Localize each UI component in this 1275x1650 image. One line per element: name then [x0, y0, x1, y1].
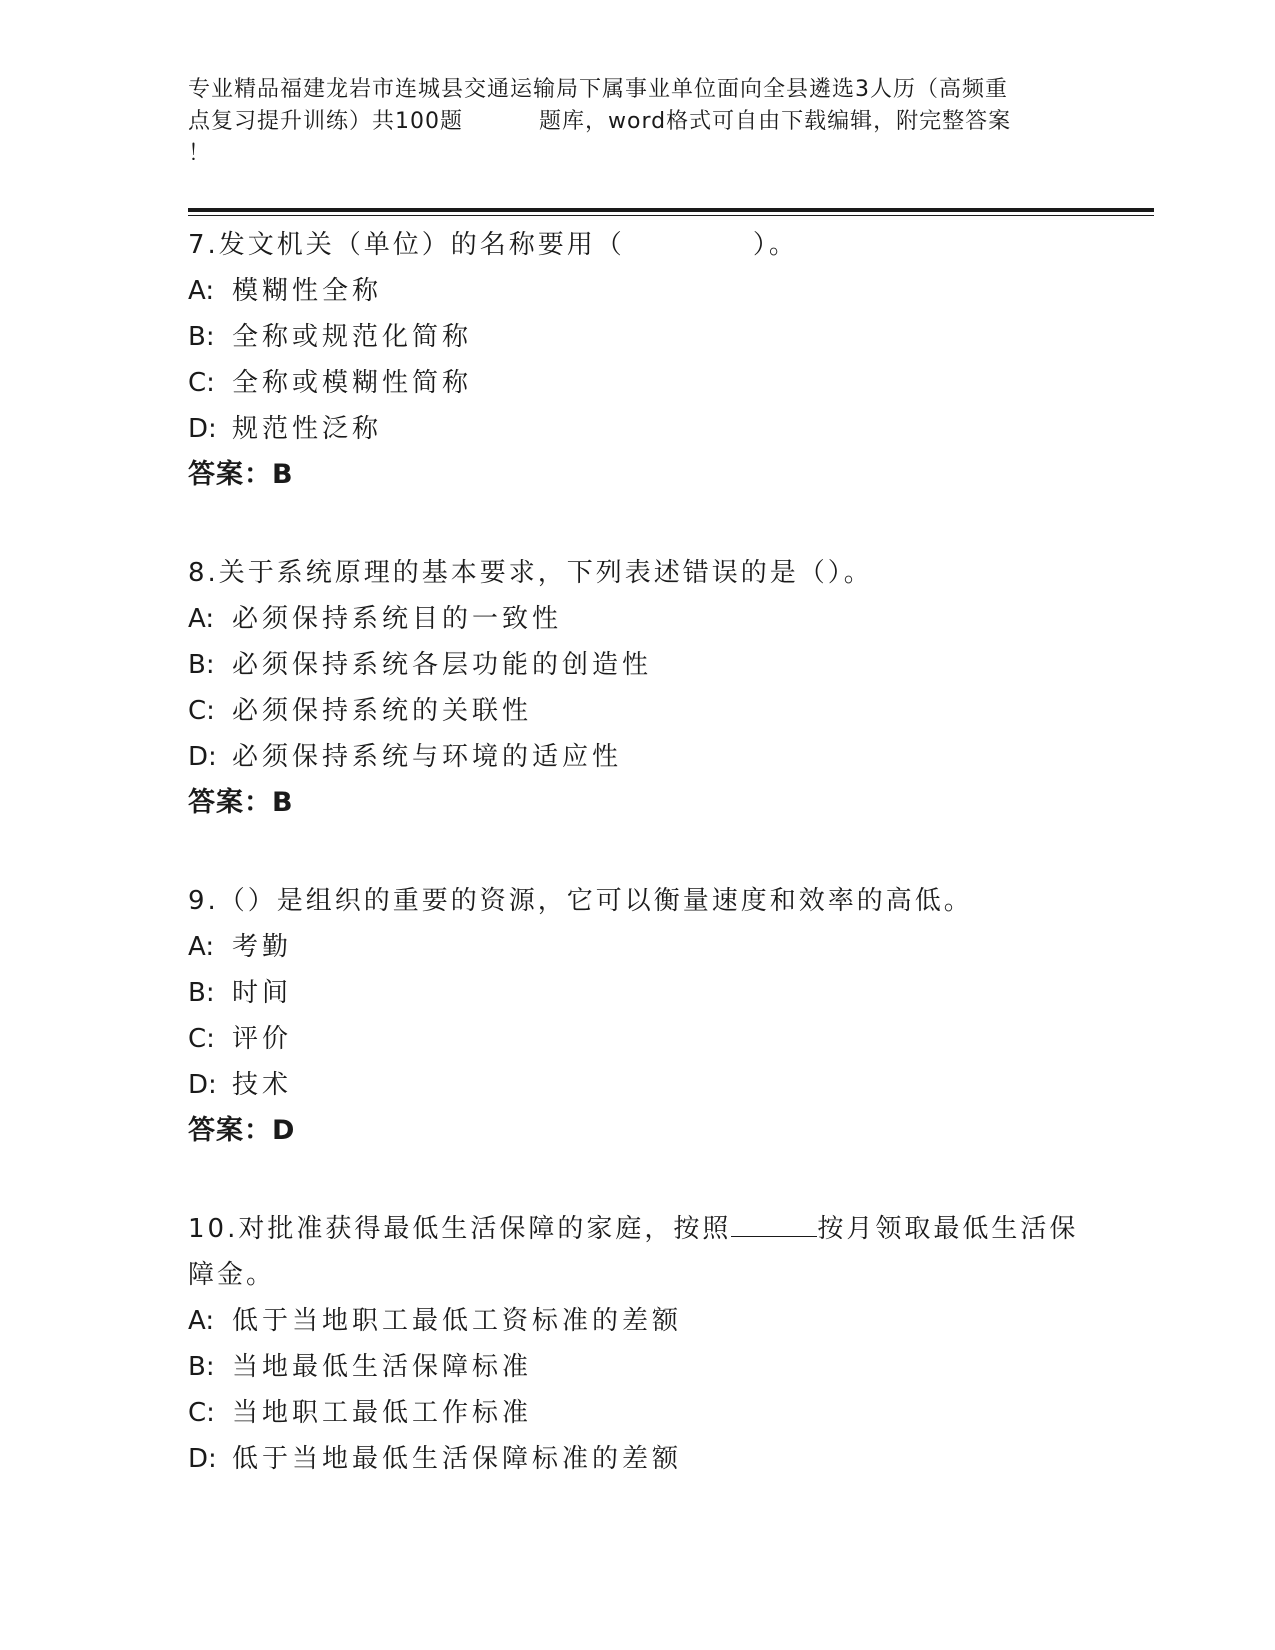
- option-text: 技术: [232, 1070, 293, 1100]
- question-stem: 8.关于系统原理的基本要求，下列表述错误的是（）。: [188, 558, 873, 588]
- option-text: 当地最低生活保障标准: [232, 1352, 533, 1382]
- question-9: [188, 878, 1108, 1154]
- option-c: [188, 360, 1108, 406]
- option-letter: C:: [188, 1024, 215, 1054]
- option-text: 低于当地职工最低工资标准的差额: [232, 1306, 683, 1336]
- question-list: [188, 222, 1108, 1534]
- option-text: 必须保持系统的关联性: [232, 696, 533, 726]
- option-letter: B:: [188, 1352, 215, 1382]
- option-text: 评价: [232, 1024, 293, 1054]
- option-text: 当地职工最低工作标准: [232, 1398, 533, 1428]
- header-line-2-part-2: 题库，word格式可自由下载编辑，附完整答案: [539, 109, 1012, 134]
- option-a: [188, 596, 1108, 642]
- option-d: [188, 1436, 1108, 1482]
- answer-line: 答案：B: [188, 459, 294, 490]
- question-stem-text-end: ）。: [752, 230, 798, 260]
- question-7: [188, 222, 1108, 498]
- document-header: [188, 74, 1088, 170]
- option-text: 时间: [232, 978, 293, 1008]
- option-letter: B:: [188, 978, 215, 1008]
- question-stem: [188, 222, 1108, 268]
- question-stem: [188, 1206, 1108, 1252]
- option-b: [188, 1344, 1108, 1390]
- option-d: [188, 1062, 1108, 1108]
- option-c: [188, 1390, 1108, 1436]
- option-b: [188, 314, 1108, 360]
- option-letter: C:: [188, 696, 215, 726]
- option-text: 考勤: [232, 932, 293, 962]
- header-line-2-part-1: 点复习提升训练）共100题: [188, 109, 463, 134]
- option-letter: C:: [188, 368, 215, 398]
- header-divider-thick: [188, 208, 1154, 212]
- question-stem-continued: 障金。: [188, 1260, 276, 1290]
- option-letter: A:: [188, 604, 215, 634]
- option-b: [188, 642, 1108, 688]
- answer-line: 答案：B: [188, 787, 294, 818]
- question-stem-text: 7.发文机关（单位）的名称要用（: [188, 230, 625, 260]
- option-letter: B:: [188, 650, 215, 680]
- question-stem-text: 10.对批准获得最低生活保障的家庭，按照: [188, 1214, 732, 1244]
- option-c: [188, 1016, 1108, 1062]
- option-d: [188, 406, 1108, 452]
- option-a: [188, 924, 1108, 970]
- option-text: 全称或模糊性简称: [232, 368, 473, 398]
- option-a: [188, 1298, 1108, 1344]
- option-letter: D:: [188, 742, 217, 772]
- option-text: 模糊性全称: [232, 276, 383, 306]
- option-text: 必须保持系统各层功能的创造性: [232, 650, 653, 680]
- option-d: [188, 734, 1108, 780]
- answer-line: 答案：D: [188, 1115, 296, 1146]
- option-a: [188, 268, 1108, 314]
- question-stem: 9.（）是组织的重要的资源，它可以衡量速度和效率的高低。: [188, 886, 973, 916]
- option-text: 全称或规范化简称: [232, 322, 473, 352]
- header-line-2: [188, 106, 1088, 138]
- option-letter: A:: [188, 276, 215, 306]
- option-b: [188, 970, 1108, 1016]
- option-c: [188, 688, 1108, 734]
- header-line-1: 专业精品福建龙岩市连城县交通运输局下属事业单位面向全县遴选3人历（高频重: [188, 77, 1008, 102]
- option-letter: C:: [188, 1398, 215, 1428]
- fill-in-blank-underline: [731, 1210, 817, 1237]
- header-divider-thin: [188, 215, 1154, 216]
- option-text: 必须保持系统与环境的适应性: [232, 742, 623, 772]
- question-stem-text-end: 按月领取最低生活保: [817, 1214, 1079, 1244]
- header-line-3: ！: [188, 141, 212, 166]
- option-text: 低于当地最低生活保障标准的差额: [232, 1444, 683, 1474]
- option-letter: A:: [188, 932, 215, 962]
- question-10: [188, 1206, 1108, 1482]
- option-letter: B:: [188, 322, 215, 352]
- option-text: 规范性泛称: [232, 414, 383, 444]
- option-text: 必须保持系统目的一致性: [232, 604, 563, 634]
- question-8: [188, 550, 1108, 826]
- option-letter: D:: [188, 1444, 217, 1474]
- option-letter: D:: [188, 1070, 217, 1100]
- option-letter: D:: [188, 414, 217, 444]
- option-letter: A:: [188, 1306, 215, 1336]
